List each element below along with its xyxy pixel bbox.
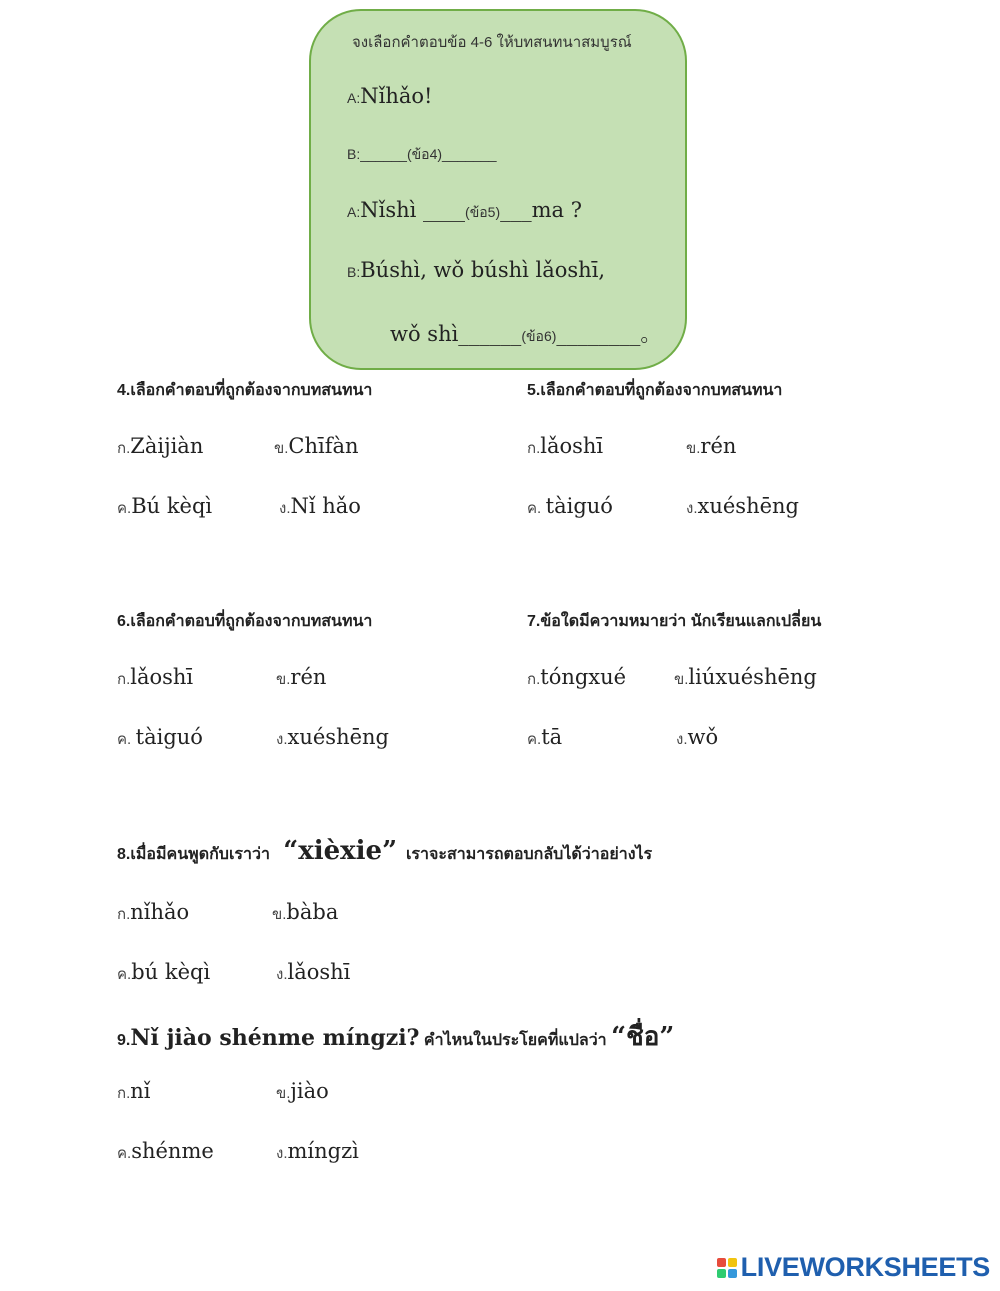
dialogue-line-2 [347,144,497,166]
q7-option-c[interactable]: ค.tā [527,725,563,749]
answer-blank-5[interactable]: (ข้อ5) [465,204,501,220]
q8-quote: “xièxie” [283,836,398,866]
question-7-prompt: 7.ข้อใดมีความหมายว่า นักเรียนแลกเปลี่ยน [527,613,822,630]
q6-option-c[interactable]: ค. tàiguó [117,725,203,749]
q6-option-b[interactable]: ข.rén [276,665,327,689]
q5-option-a[interactable]: ก.lǎoshī [527,434,604,458]
q4-option-b[interactable]: ข.Chīfàn [274,434,359,458]
q5-option-b[interactable]: ข.rén [686,434,737,458]
speaker-label: B: [347,146,361,162]
liveworksheets-logo [717,1252,990,1283]
q6-option-a[interactable]: ก.lǎoshī [117,665,194,689]
question-6-prompt: 6.เลือกคำตอบที่ถูกต้องจากบทสนทนา [117,613,373,630]
dialogue-line-4 [347,258,605,282]
q5-option-c[interactable]: ค. tàiguó [527,494,613,518]
dialogue-text: Nǐshì ____ [360,198,466,222]
q9-option-c[interactable]: ค.shénme [117,1139,214,1163]
question-8-prompt: 8.เมื่อมีคนพูดกับเราว่า “xièxie” เราจะสามารถตอบกลับได้ว่าอย่างไร [117,836,653,866]
question-5-prompt: 5.เลือกคำตอบที่ถูกต้องจากบทสนทนา [527,382,783,399]
q8-option-b[interactable]: ข.bàba [272,900,339,924]
q4-option-c[interactable]: ค.Bú kèqì [117,494,213,518]
question-9-prompt: 9.Nǐ jiào shénme míngzi? คำไหนในประโยคที่แปลว่า “ชื่อ” [117,1022,675,1052]
q7-option-a[interactable]: ก.tóngxué [527,665,627,689]
question-4-prompt: 4.เลือกคำตอบที่ถูกต้องจากบทสนทนา [117,382,373,399]
dialogue-line-5 [390,318,661,348]
q9-option-a[interactable]: ก.nǐ [117,1079,151,1103]
speaker-label: A: [347,90,361,106]
q4-option-a[interactable]: ก.Zàijiàn [117,434,204,458]
dialogue-line-1 [347,84,432,108]
logo-grid-icon [717,1258,737,1278]
q8-option-a[interactable]: ก.nǐhǎo [117,900,190,924]
q4-option-d[interactable]: ง.Nǐ hǎo [279,494,361,518]
q9-option-b[interactable]: ข.jiào [276,1079,329,1103]
dialogue-text: ________。 [556,322,662,346]
dialogue-line-3 [347,198,582,224]
dialogue-text: Nǐhǎo! [360,84,433,108]
q7-option-d[interactable]: ง.wǒ [676,725,719,749]
dialogue-text: wǒ shì______ [390,322,522,346]
dialogue-text: ___ma ? [500,198,582,222]
speaker-label: A: [347,204,361,220]
q6-option-d[interactable]: ง.xuéshēng [276,725,389,749]
dialogue-text: Búshì, wǒ búshì lǎoshī, [360,258,606,282]
answer-blank-4[interactable]: ______(ข้อ4)_______ [360,146,497,162]
q7-option-b[interactable]: ข.liúxuéshēng [674,665,817,689]
answer-blank-6[interactable]: (ข้อ6) [521,328,557,344]
dialogue-box [309,9,687,370]
logo-text: LIVEWORKSHEETS [740,1252,990,1282]
q5-option-d[interactable]: ง.xuéshēng [686,494,799,518]
speaker-label: B: [347,264,361,280]
q8-option-c[interactable]: ค.bú kèqì [117,960,211,984]
q9-option-d[interactable]: ง.míngzì [276,1139,359,1163]
q9-quote: “ชื่อ” [611,1022,675,1052]
dialogue-title: จงเลือกคำตอบข้อ 4-6 ให้บทสนทนาสมบูรณ์ [352,34,632,51]
q8-option-d[interactable]: ง.lǎoshī [276,960,351,984]
